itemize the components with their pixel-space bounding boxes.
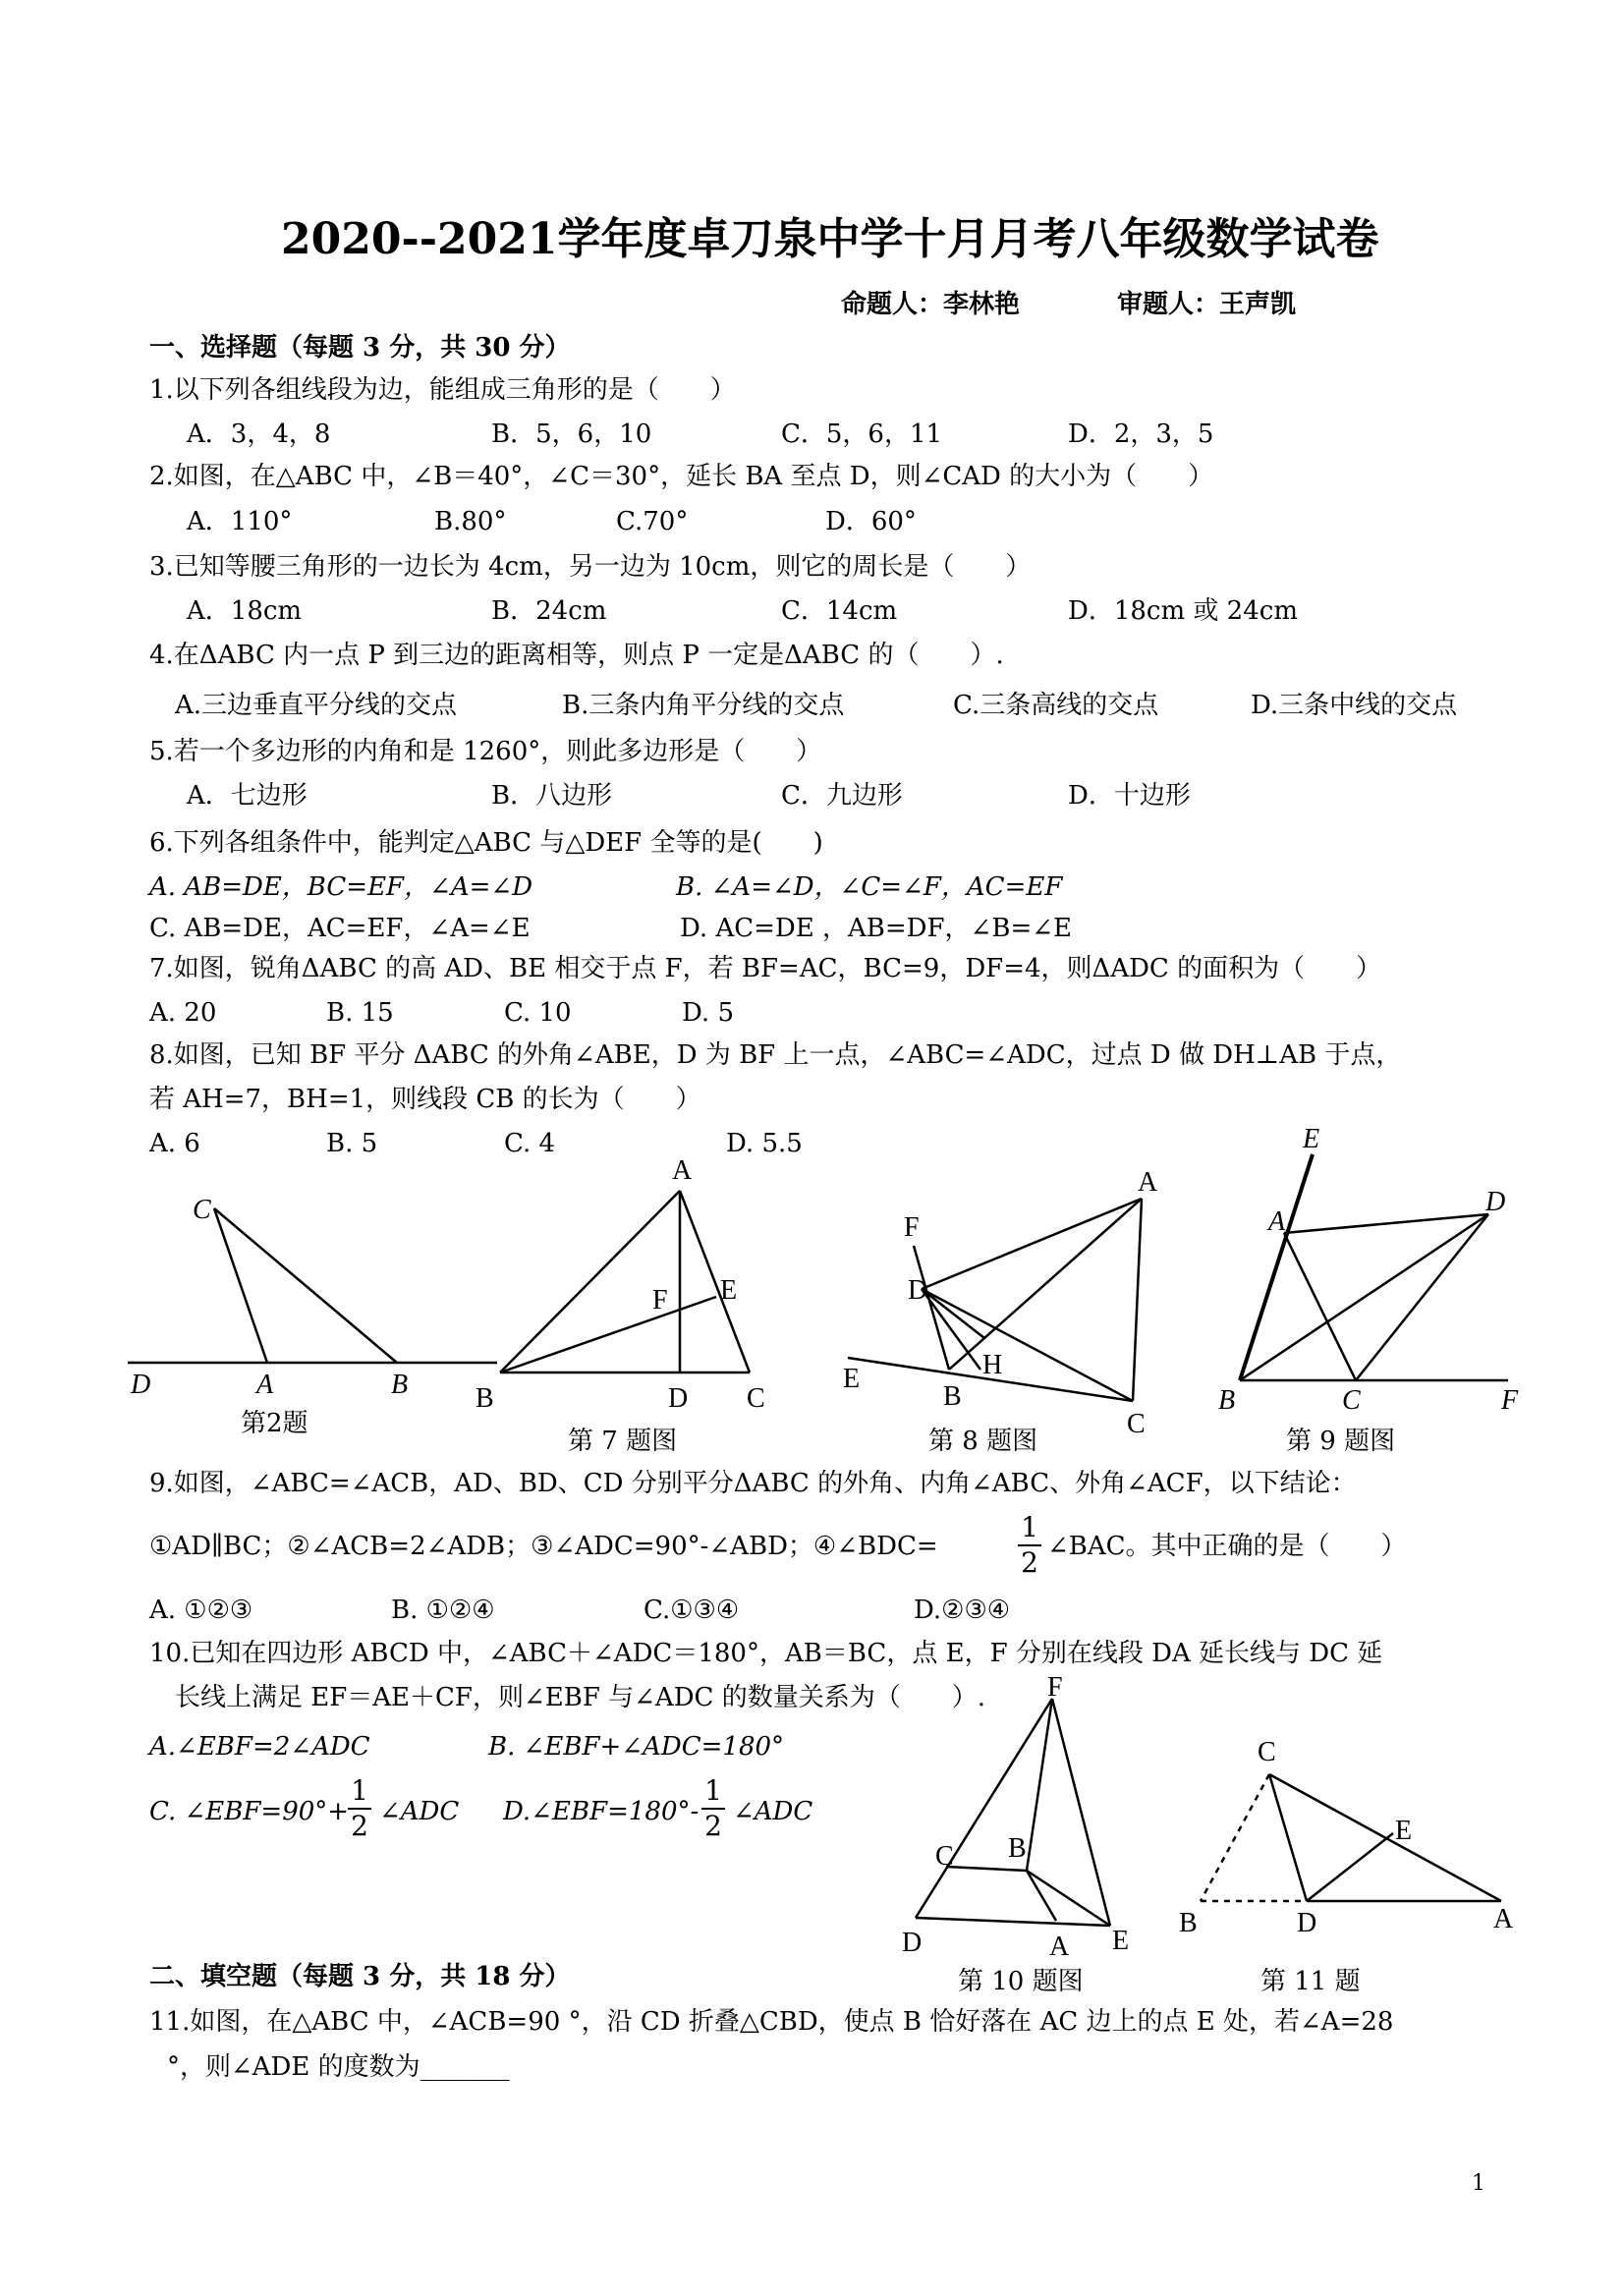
fig7-label-c: C (747, 1383, 765, 1414)
q10-option-a: A.∠EBF=2∠ADC (149, 1732, 370, 1762)
q6-option-b: B. ∠A=∠D，∠C=∠F，AC=EF (676, 872, 1063, 902)
fig2-label-c: C (193, 1195, 211, 1225)
q10-stem-line1: 10.已知在四边形 ABCD 中，∠ABC＋∠ADC＝180°，AB＝BC，点 E，F 分别在线段 DA 延长线与 DC 延 (149, 1639, 1383, 1668)
q8-stem-line1: 8.如图，已知 BF 平分 ΔABC 的外角∠ABE，D 为 BF 上一点，∠ABC=∠ADC，过点 D 做 DH⊥AB 于点， (149, 1040, 1402, 1070)
q2-option-a: A．110° (187, 507, 293, 536)
fig8-label-h: H (982, 1350, 1003, 1380)
q3-option-d: D．18cm 或 24cm (1068, 596, 1298, 626)
fig8-label-f: F (904, 1212, 920, 1243)
section-heading-fill-in: 二、填空题（每题 3 分，共 18 分） (149, 1962, 571, 1991)
fig7-label-d: D (668, 1383, 689, 1414)
q9-stem-line2a: ①AD∥BC；②∠ACB=2∠ADB；③∠ADC=90°-∠ABD；④∠BDC= (149, 1532, 938, 1561)
fig11-label-b: B (1179, 1908, 1198, 1938)
q8-option-a: A. 6 (149, 1129, 200, 1158)
figure-q11-lines (1201, 1774, 1501, 1901)
q9-fraction-den: 2 (1021, 1546, 1038, 1579)
q3-option-c: C．14cm (781, 596, 898, 626)
q11-stem-line2: °，则∠ADE 的度数为_______ (167, 2052, 510, 2082)
q8-stem-line2: 若 AH=7，BH=1，则线段 CB 的长为（ ） (149, 1085, 701, 1114)
q7-option-b: B. 15 (326, 998, 394, 1028)
fig9-caption: 第 9 题图 (1286, 1427, 1396, 1456)
q9-fraction-num: 1 (1018, 1511, 1041, 1546)
section-heading-choice: 一、选择题（每题 3 分，共 30 分） (149, 333, 571, 363)
q7-option-d: D. 5 (682, 998, 734, 1028)
question-reviewer: 审题人：王声凯 (1117, 290, 1297, 319)
fig11-caption: 第 11 题 (1260, 1967, 1361, 1996)
fig7-label-b: B (476, 1383, 494, 1414)
q5-option-a: A．七边形 (187, 781, 308, 811)
fig2-label-d: D (131, 1370, 151, 1400)
q2-option-d: D．60° (825, 507, 917, 536)
q6-stem: 6.下列各组条件中，能判定△ABC 与△DEF 全等的是( ) (149, 828, 823, 858)
q1-stem: 1.以下列各组线段为边，能组成三角形的是（ ） (149, 375, 736, 405)
fig10-label-b: B (1008, 1833, 1027, 1864)
fig7-caption: 第 7 题图 (568, 1427, 678, 1456)
fig10-label-e: E (1112, 1926, 1130, 1956)
q4-option-d: D.三条中线的交点 (1251, 691, 1458, 720)
q6-option-d: D. AC=DE ，AB=DF，∠B=∠E (680, 914, 1072, 943)
q10-option-b: B. ∠EBF+∠ADC=180° (488, 1732, 785, 1762)
q9-option-d: D.②③④ (914, 1596, 1011, 1625)
fig11-label-e: E (1395, 1816, 1413, 1846)
q2-option-c: C.70° (616, 507, 689, 536)
q5-option-d: D．十边形 (1068, 781, 1191, 811)
exam-title: 2020--2021学年度卓刀泉中学十月月考八年级数学试卷 (281, 214, 1379, 264)
q1-option-a: A．3，4，8 (187, 420, 331, 449)
fig10-label-f: F (1047, 1672, 1063, 1703)
q1-option-d: D．2，3，5 (1068, 420, 1214, 449)
fig9-label-a: A (1268, 1206, 1286, 1237)
q9-option-b: B. ①②④ (391, 1596, 495, 1625)
fig9-label-b: B (1218, 1385, 1236, 1416)
q4-option-b: B.三条内角平分线的交点 (562, 691, 845, 720)
fig10-label-d: D (902, 1928, 923, 1958)
question-setter: 命题人：李林艳 (841, 290, 1021, 319)
fig2-caption: 第2题 (241, 1409, 308, 1438)
q10-option-d-pre: D.∠EBF=180°- (503, 1797, 700, 1826)
fig2-label-b: B (391, 1370, 409, 1400)
q10-d-fraction-den: 2 (704, 1810, 722, 1842)
q10-option-c-post: ∠ADC (379, 1797, 460, 1826)
fig10-caption: 第 10 题图 (958, 1967, 1084, 1996)
q8-option-b: B. 5 (326, 1129, 378, 1158)
q2-option-b: B.80° (434, 507, 507, 536)
fig8-caption: 第 8 题图 (928, 1427, 1038, 1456)
q3-stem: 3.已知等腰三角形的一边长为 4cm，另一边为 10cm，则它的周长是（ ） (149, 552, 1032, 582)
q3-option-b: B．24cm (491, 596, 607, 626)
q1-option-c: C．5，6，11 (781, 420, 943, 449)
fig7-label-e: E (720, 1275, 738, 1306)
q4-option-a: A.三边垂直平分线的交点 (175, 691, 458, 720)
q1-option-b: B．5，6，10 (491, 420, 652, 449)
q4-stem: 4.在ΔABC 内一点 P 到三边的距离相等，则点 P 一定是ΔABC 的（ ）. (149, 641, 1004, 670)
q6-option-a: A. AB=DE，BC=EF，∠A=∠D (149, 872, 533, 902)
q4-option-c: C.三条高线的交点 (953, 691, 1159, 720)
q3-option-a: A．18cm (187, 596, 303, 626)
q10-c-fraction-num: 1 (348, 1774, 371, 1810)
q9-stem-line2b: ∠BAC。其中正确的是（ ） (1047, 1532, 1407, 1561)
fig9-label-f: F (1501, 1385, 1519, 1416)
fig9-label-c: C (1342, 1385, 1361, 1416)
fig10-label-c: C (935, 1841, 954, 1872)
q5-option-b: B．八边形 (491, 781, 613, 811)
q9-option-a: A. ①②③ (149, 1596, 253, 1625)
fig8-label-d: D (908, 1275, 928, 1306)
q5-stem: 5.若一个多边形的内角和是 1260°，则此多边形是（ ） (149, 737, 822, 766)
fig2-label-a: A (256, 1370, 274, 1400)
fig7-label-f: F (652, 1285, 668, 1316)
fig11-label-d: D (1297, 1908, 1317, 1938)
fig11-label-a: A (1493, 1904, 1514, 1934)
fig8-label-b: B (943, 1381, 962, 1412)
q11-stem-line1: 11.如图，在△ABC 中，∠ACB=90 °，沿 CD 折叠△CBD，使点 B 恰好落在 AC 边上的点 E 处，若∠A=28 (149, 2007, 1394, 2037)
q8-option-c: C. 4 (504, 1129, 556, 1158)
q6-option-c: C. AB=DE，AC=EF，∠A=∠E (149, 914, 531, 943)
q7-option-c: C. 10 (504, 998, 572, 1028)
fig7-label-a: A (672, 1155, 693, 1186)
q10-d-fraction-num: 1 (701, 1774, 725, 1810)
q10-stem-line2: 长线上满足 EF＝AE＋CF，则∠EBF 与∠ADC 的数量关系为（ ）. (175, 1683, 985, 1712)
q10-option-c-pre: C. ∠EBF=90°+ (149, 1797, 350, 1826)
q7-option-a: A. 20 (149, 998, 217, 1028)
q2-stem: 2.如图，在△ABC 中，∠B＝40°，∠C＝30°，延长 BA 至点 D，则∠CAD 的大小为（ ） (149, 462, 1214, 491)
fig8-label-c: C (1127, 1409, 1146, 1439)
fig11-label-c: C (1258, 1737, 1276, 1767)
q9-option-c: C.①③④ (644, 1596, 740, 1625)
fig9-label-d: D (1485, 1187, 1506, 1217)
q5-option-c: C．九边形 (781, 781, 903, 811)
fig8-label-a: A (1138, 1167, 1158, 1198)
q9-stem-line1: 9.如图，∠ABC=∠ACB，AD、BD、CD 分别平分ΔABC 的外角、内角∠ABC、外角∠ACF，以下结论： (149, 1469, 1357, 1498)
q8-option-d: D. 5.5 (726, 1129, 803, 1158)
fig8-label-e: E (843, 1364, 861, 1394)
fig10-label-a: A (1049, 1932, 1070, 1962)
fig9-label-e: E (1303, 1124, 1320, 1154)
page-number: 1 (1472, 2171, 1485, 2196)
q10-c-fraction-den: 2 (351, 1810, 368, 1842)
q10-option-d-post: ∠ADC (733, 1797, 813, 1826)
q7-stem: 7.如图，锐角ΔABC 的高 AD、BE 相交于点 F，若 BF=AC，BC=9，DF=4，则ΔADC 的面积为（ ） (149, 954, 1382, 983)
